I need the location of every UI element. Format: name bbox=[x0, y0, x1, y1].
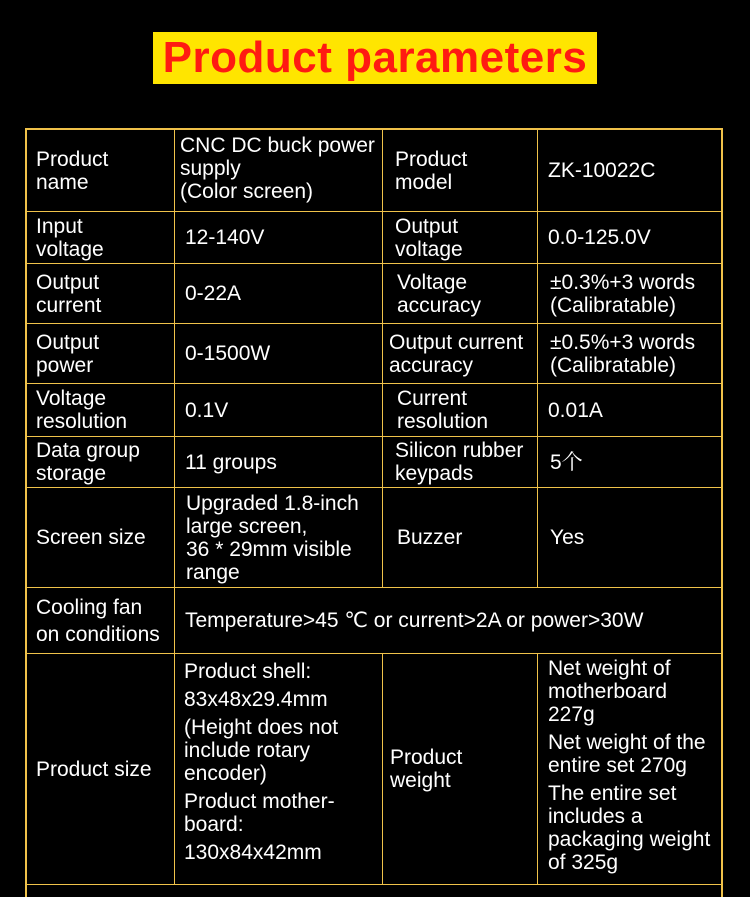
board-label: Product mother- board: bbox=[184, 790, 335, 836]
weight-motherboard: Net weight of motherboard 227g bbox=[548, 657, 671, 726]
title-wrap bbox=[0, 32, 750, 84]
value-product-name: CNC DC buck power supply (Color screen) bbox=[180, 134, 375, 203]
label-output-power: Output power bbox=[36, 330, 100, 377]
label-data-group-storage: Data group storage bbox=[36, 439, 140, 485]
label-product-model: Product model bbox=[395, 147, 468, 194]
col-divider bbox=[537, 129, 538, 587]
shell-note: (Height does not include rotary encoder) bbox=[184, 716, 339, 785]
label-buzzer: Buzzer bbox=[397, 526, 463, 549]
shell-label: Product shell: bbox=[184, 660, 312, 683]
label-output-current-accuracy: Output current accuracy bbox=[389, 330, 524, 377]
label-product-name: Product name bbox=[36, 147, 109, 194]
value-voltage-accuracy: ±0.3%+3 words (Calibratable) bbox=[550, 270, 696, 317]
value-current-resolution: 0.01A bbox=[548, 398, 603, 422]
label-output-voltage: Output voltage bbox=[395, 214, 463, 261]
value-cooling-fan: Temperature>45 ℃ or current>2A or power>30W bbox=[185, 609, 644, 632]
col-divider bbox=[174, 129, 175, 884]
label-cooling-fan: Cooling fan on conditions bbox=[36, 595, 160, 646]
col-divider bbox=[382, 129, 383, 587]
weight-entire-set: Net weight of the entire set 270g bbox=[548, 731, 706, 777]
value-buzzer: Yes bbox=[550, 526, 585, 549]
value-output-power: 0-1500W bbox=[185, 342, 271, 365]
label-output-current: Output current bbox=[36, 270, 102, 317]
label-voltage-resolution: Voltage resolution bbox=[36, 387, 128, 433]
value-output-current: 0-22A bbox=[185, 282, 242, 305]
shell-dims: 83x48x29.4mm bbox=[184, 688, 328, 711]
value-output-current-accuracy: ±0.5%+3 words (Calibratable) bbox=[550, 330, 696, 377]
page-title: Product parameters bbox=[153, 32, 598, 84]
value-product-size bbox=[184, 660, 380, 882]
col-divider bbox=[382, 653, 383, 884]
value-input-voltage: 12-140V bbox=[185, 226, 265, 249]
label-input-voltage: Input voltage bbox=[36, 214, 104, 261]
label-current-resolution: Current resolution bbox=[397, 387, 489, 433]
label-keypads: Silicon rubber keypads bbox=[395, 439, 524, 485]
row-divider bbox=[26, 884, 723, 885]
weight-packaging: The entire set includes a packaging weight of 325g bbox=[548, 782, 711, 874]
label-product-size: Product size bbox=[36, 757, 152, 781]
label-voltage-accuracy: Voltage accuracy bbox=[397, 270, 482, 317]
value-product-weight bbox=[548, 657, 722, 882]
label-product-weight: Product weight bbox=[390, 746, 463, 792]
board-dims: 130x84x42mm bbox=[184, 841, 322, 864]
col-divider bbox=[537, 653, 538, 884]
label-screen-size: Screen size bbox=[36, 526, 146, 549]
value-output-voltage: 0.0-125.0V bbox=[548, 226, 651, 249]
value-keypads: 5个 bbox=[550, 450, 583, 474]
value-product-model: ZK-10022C bbox=[548, 159, 656, 182]
value-screen-size: Upgraded 1.8-inch large screen, 36 * 29mm visible range bbox=[186, 491, 359, 584]
value-data-group-storage: 11 groups bbox=[185, 450, 277, 474]
value-voltage-resolution: 0.1V bbox=[185, 398, 229, 422]
